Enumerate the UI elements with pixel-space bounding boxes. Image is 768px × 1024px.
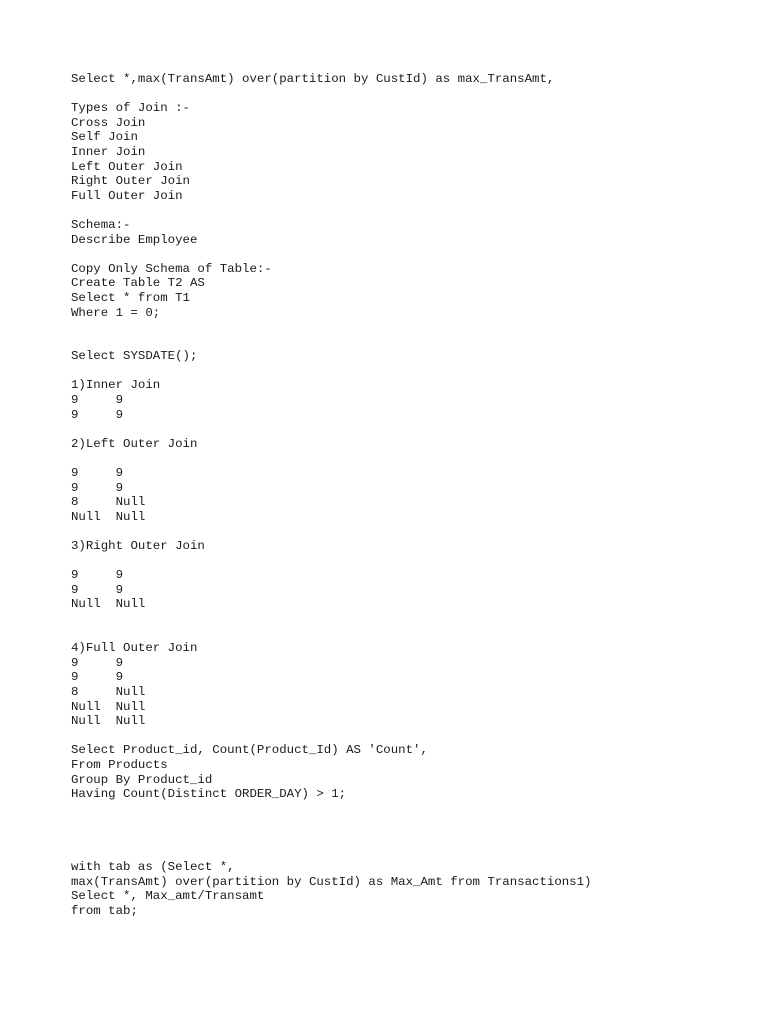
document-line: Left Outer Join <box>71 159 183 174</box>
document-line: Null Null <box>71 714 146 729</box>
document-line: 9 9 <box>71 568 124 583</box>
document-line <box>71 845 751 860</box>
document-line: Describe Employee <box>71 232 198 247</box>
document-line <box>71 364 751 379</box>
document-line <box>71 320 751 335</box>
document-line: Schema:- <box>71 217 131 232</box>
document-line <box>71 524 751 539</box>
document-line: max(TransAmt) over(partition by CustId) as Max_Amt from Transactions1) <box>71 874 592 889</box>
document-line: Create Table T2 AS <box>71 276 205 291</box>
document-line: Select * from T1 <box>71 290 190 305</box>
document-line: 9 9 <box>71 670 124 685</box>
document-line: 4)Full Outer Join <box>71 641 198 656</box>
document-line <box>71 87 751 102</box>
document-line <box>71 451 751 466</box>
document-line <box>71 422 751 437</box>
document-line: Null Null <box>71 509 146 524</box>
document-line: Inner Join <box>71 144 146 159</box>
document-line <box>71 729 751 744</box>
document-line: with tab as (Select *, <box>71 860 235 875</box>
document-line: Select Product_id, Count(Product_Id) AS 'Count', <box>71 743 428 758</box>
document-line: Select SYSDATE(); <box>71 349 198 364</box>
document-line: Null Null <box>71 597 146 612</box>
document-line: Group By Product_id <box>71 772 213 787</box>
document-line: 8 Null <box>71 684 146 699</box>
document-line: 9 9 <box>71 655 124 670</box>
document-line: 8 Null <box>71 495 146 510</box>
document-line: 9 9 <box>71 480 124 495</box>
document-line: 9 9 <box>71 582 124 597</box>
document-line: 9 9 <box>71 466 124 481</box>
document-line: Self Join <box>71 130 138 145</box>
document-line: Full Outer Join <box>71 188 183 203</box>
document-line <box>71 831 751 846</box>
document-line <box>71 802 751 817</box>
document-line: 9 9 <box>71 407 124 422</box>
document-line <box>71 627 751 642</box>
document-line: Where 1 = 0; <box>71 305 161 320</box>
document-line <box>71 203 751 218</box>
document-line: Having Count(Distinct ORDER_DAY) > 1; <box>71 787 347 802</box>
document-line: from tab; <box>71 903 138 918</box>
document-line <box>71 335 751 350</box>
document-line: Types of Join :- <box>71 101 190 116</box>
document-line: 1)Inner Join <box>71 378 161 393</box>
document-line: Select *, Max_amt/Transamt <box>71 889 265 904</box>
document-line: Copy Only Schema of Table:- <box>71 261 272 276</box>
document-line <box>71 247 751 262</box>
document-line: 2)Left Outer Join <box>71 436 198 451</box>
document-line: 3)Right Outer Join <box>71 539 205 553</box>
document-line <box>71 554 751 569</box>
document-line: 9 9 <box>71 393 124 408</box>
document-line <box>71 816 751 831</box>
document-line: Right Outer Join <box>71 174 190 189</box>
document-line: Select *,max(TransAmt) over(partition by CustId) as max_TransAmt, <box>71 72 555 86</box>
document-body <box>71 72 751 918</box>
document-line: Cross Join <box>71 115 146 130</box>
document-line <box>71 612 751 627</box>
document-line: Null Null <box>71 699 146 714</box>
document-line: From Products <box>71 757 168 772</box>
